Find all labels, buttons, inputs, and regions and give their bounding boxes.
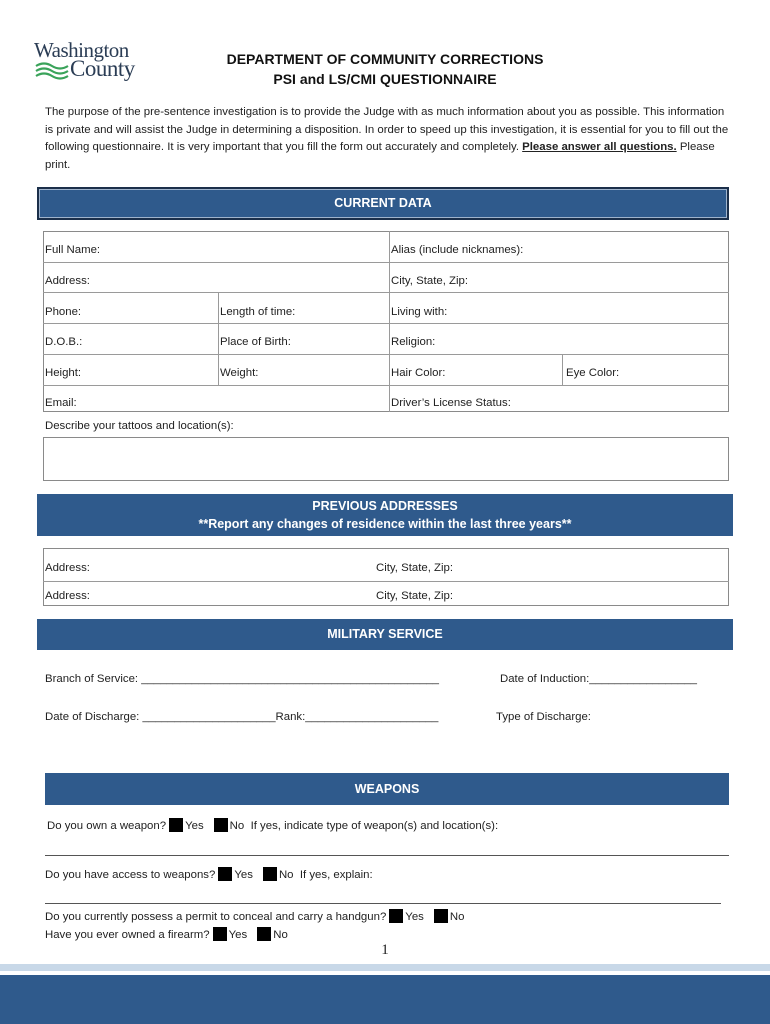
branch-of-service-field[interactable]: Branch of Service: _______________________________________________ — [45, 673, 439, 685]
weapon-access-followup: If yes, explain: — [299, 869, 373, 881]
religion-field[interactable]: Religion: — [391, 336, 436, 348]
weapon-access-no-label: No — [278, 869, 294, 881]
firearm-question-text: Have you ever owned a firearm? — [45, 929, 210, 941]
permit-no-checkbox[interactable] — [434, 909, 448, 923]
phone-field[interactable]: Phone: — [45, 306, 82, 318]
page-subtitle: PSI and LS/CMI QUESTIONNAIRE — [273, 71, 497, 87]
alias-field[interactable]: Alias (include nicknames): — [391, 244, 524, 256]
intro-paragraph — [45, 104, 735, 174]
firearm-no-checkbox[interactable] — [257, 927, 271, 941]
permit-yes-label: Yes — [405, 911, 424, 923]
weapon-access-no-checkbox[interactable] — [263, 867, 277, 881]
page-title: DEPARTMENT OF COMMUNITY CORRECTIONS — [226, 51, 544, 67]
current-data-heading — [37, 187, 729, 220]
tattoos-label: Describe your tattoos and location(s): — [45, 420, 234, 432]
weapon-own-question-text: Do you own a weapon? — [47, 820, 167, 832]
weapons-heading-text: WEAPONS — [354, 782, 420, 796]
weapon-own-answer-line[interactable] — [45, 855, 729, 856]
permit-no-label: No — [449, 911, 465, 923]
firearm-no-label: No — [273, 929, 288, 941]
address-field[interactable]: Address: — [45, 275, 90, 287]
weapon-access-question — [45, 867, 373, 881]
prev-address-2[interactable]: Address: — [45, 590, 90, 602]
full-name-field[interactable]: Full Name: — [45, 244, 101, 256]
previous-addresses-heading — [37, 494, 733, 536]
living-with-field[interactable]: Living with: — [391, 306, 448, 318]
weapon-access-question-text: Do you have access to weapons? — [45, 869, 216, 881]
prev-city-1[interactable]: City, State, Zip: — [376, 562, 454, 574]
logo-line1: Washington — [34, 38, 129, 62]
city-state-zip-field[interactable]: City, State, Zip: — [391, 275, 469, 287]
current-data-heading-text: CURRENT DATA — [334, 196, 432, 210]
hair-color-field[interactable]: Hair Color: — [391, 367, 446, 379]
previous-addresses-title: PREVIOUS ADDRESSES — [312, 499, 458, 513]
weapon-own-no-checkbox[interactable] — [214, 818, 228, 832]
intro-text: The purpose of the pre-sentence investigation is to provide the Judge with as much information about you as possible. This information is private and will assist the Judge in determining a disposition. In order to speed up this investigation, it is essential for you to fill out the following questionnaire. It is very important that you fill the form out accurately and completely. — [45, 106, 729, 153]
weapon-access-answer-line[interactable] — [45, 903, 721, 904]
weapon-access-yes-checkbox[interactable] — [218, 867, 232, 881]
email-field[interactable]: Email: — [45, 397, 77, 409]
intro-tail: Please print. — [45, 141, 715, 171]
firearm-yes-checkbox[interactable] — [213, 927, 227, 941]
permit-question-text: Do you currently possess a permit to conceal and carry a handgun? — [45, 911, 387, 923]
firearm-question — [45, 927, 288, 941]
weight-field[interactable]: Weight: — [220, 367, 259, 379]
discharge-date-rank-field[interactable]: Date of Discharge: _____________________Rank:_____________________ — [45, 711, 439, 723]
eye-color-field[interactable]: Eye Color: — [566, 367, 620, 379]
permit-yes-checkbox[interactable] — [389, 909, 403, 923]
prev-city-2[interactable]: City, State, Zip: — [376, 590, 454, 602]
type-of-discharge-field[interactable]: Type of Discharge: — [496, 711, 591, 723]
date-of-induction-field[interactable]: Date of Induction:_________________ — [500, 673, 697, 685]
firearm-yes-label: Yes — [228, 929, 248, 941]
drivers-license-field[interactable]: Driver’s License Status: — [391, 397, 511, 409]
weapon-access-yes-label: Yes — [234, 869, 253, 881]
military-service-heading — [37, 619, 733, 650]
length-of-time-field[interactable]: Length of time: — [220, 306, 296, 318]
footer-stripe — [0, 964, 770, 971]
weapons-heading — [45, 773, 729, 805]
intro-emphasis: Please answer all questions. — [522, 141, 677, 153]
previous-addresses-subtitle: **Report any changes of residence within the last three years** — [198, 517, 572, 531]
logo-line2: County — [70, 56, 135, 81]
tattoos-input[interactable] — [43, 437, 729, 481]
weapon-own-no-label: No — [229, 820, 245, 832]
dob-field[interactable]: D.O.B.: — [45, 336, 83, 348]
weapon-own-yes-label: Yes — [185, 820, 204, 832]
weapon-own-question — [47, 818, 498, 832]
waves-icon — [34, 60, 70, 80]
footer-bar — [0, 975, 770, 1024]
military-service-heading-text: MILITARY SERVICE — [327, 627, 443, 641]
weapon-own-yes-checkbox[interactable] — [169, 818, 183, 832]
prev-address-1[interactable]: Address: — [45, 562, 90, 574]
height-field[interactable]: Height: — [45, 367, 82, 379]
weapon-own-followup: If yes, indicate type of weapon(s) and location(s): — [250, 820, 499, 832]
washington-county-logo — [34, 38, 146, 88]
place-of-birth-field[interactable]: Place of Birth: — [220, 336, 291, 348]
page-number: 1 — [381, 942, 389, 958]
permit-question — [45, 909, 464, 923]
